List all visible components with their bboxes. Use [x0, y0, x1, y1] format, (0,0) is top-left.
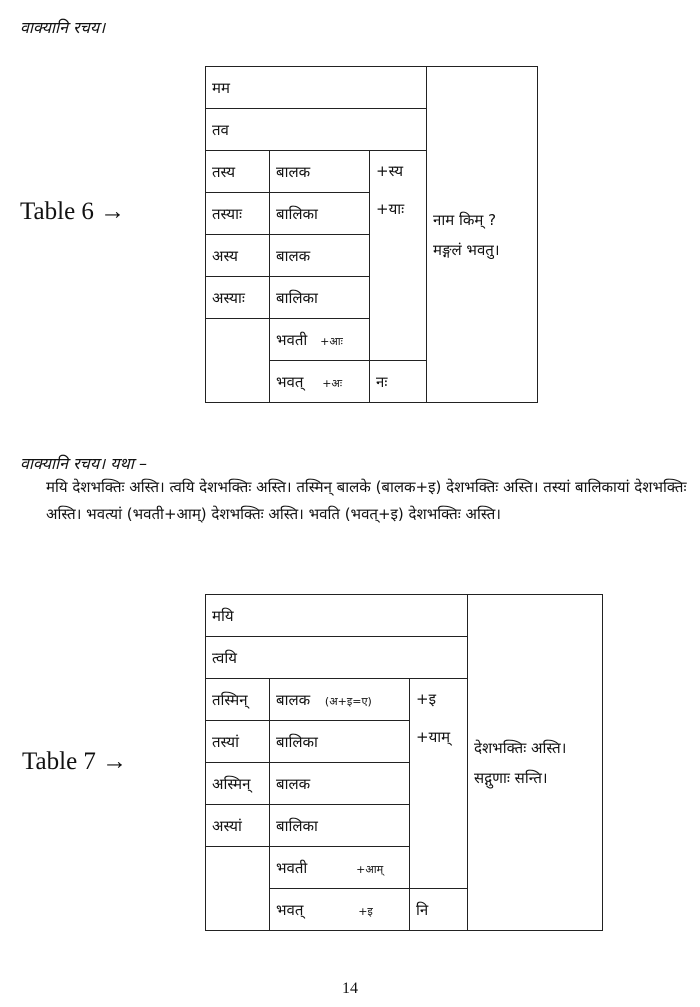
- table7-ending: +याम्: [416, 728, 451, 746]
- table7-empty-cell: [206, 847, 270, 931]
- table6-bhavat-cell: [270, 361, 370, 403]
- table7-noun-note: (अ+इ=ए): [324, 694, 372, 708]
- table7-noun: बालक: [270, 763, 410, 805]
- table7-bhavat: भवत्: [276, 900, 304, 919]
- table6-bhavati-suffix: +आः: [320, 334, 343, 348]
- table7-bhavat-cell: [270, 889, 410, 931]
- exercise-heading-2: वाक्यानि रचय। यथा –: [20, 454, 148, 473]
- table-6-label: Table 6 →: [20, 198, 126, 225]
- table6-bhavati-cell: [270, 319, 370, 361]
- table7-noun: बालिका: [270, 721, 410, 763]
- table6-right-line-1: नाम किम् ?: [433, 210, 497, 229]
- table6-noun: बालक: [270, 151, 370, 193]
- exercise-heading-1: वाक्यानि रचय।: [20, 18, 106, 37]
- table7-bhavat-suffix: +इ: [358, 904, 373, 918]
- table7-endings-cell: [410, 679, 468, 889]
- table6-bhavati: भवती: [276, 330, 308, 349]
- table7-right-line-2: सद्गुणाः सन्ति।: [474, 768, 548, 787]
- table6-right-cell: [427, 67, 538, 403]
- table7-noun-cell: [270, 679, 410, 721]
- table7-pronoun: अस्मिन्: [206, 763, 270, 805]
- table6-ending: +याः: [376, 200, 405, 218]
- table7-right-cell: [468, 595, 603, 931]
- table7-pronoun: तस्मिन्: [206, 679, 270, 721]
- table6-bhavat: भवत्: [276, 372, 304, 391]
- table6-row-tava: तव: [206, 109, 427, 151]
- table6-right-line-2: मङ्गलं भवतु।: [433, 240, 500, 259]
- table6-noun: बालिका: [270, 193, 370, 235]
- table6-noun: बालक: [270, 235, 370, 277]
- table-7-label: Table 7 →: [22, 748, 128, 775]
- table7-ending: +इ: [416, 690, 436, 708]
- table6-bhavat-suffix: +अः: [322, 376, 343, 390]
- table6-endings-cell: [370, 151, 427, 361]
- table7-row-mayi: मयि: [206, 595, 468, 637]
- table-6: [205, 66, 538, 403]
- table6-pronoun: अस्य: [206, 235, 270, 277]
- table6-bhavat-end: नः: [370, 361, 427, 403]
- table7-row-tvayi: त्वयि: [206, 637, 468, 679]
- table7-bhavati-suffix: +आम्: [356, 862, 384, 876]
- table-7: [205, 594, 603, 931]
- table6-pronoun: अस्याः: [206, 277, 270, 319]
- table6-pronoun: तस्याः: [206, 193, 270, 235]
- table7-bhavat-end: नि: [410, 889, 468, 931]
- table6-noun: बालिका: [270, 277, 370, 319]
- table6-ending: +स्य: [376, 162, 404, 180]
- table7-pronoun: तस्यां: [206, 721, 270, 763]
- page-number: 14: [342, 980, 358, 997]
- table7-bhavati-cell: [270, 847, 410, 889]
- table7-pronoun: अस्यां: [206, 805, 270, 847]
- table6-pronoun: तस्य: [206, 151, 270, 193]
- table6-row-mama: मम: [206, 67, 427, 109]
- table7-right-line-1: देशभक्तिः अस्ति।: [474, 738, 567, 757]
- table7-noun: बालक: [276, 690, 311, 709]
- example-paragraph: मयि देशभक्तिः अस्ति। त्वयि देशभक्तिः अस्ति। तस्मिन् बालके (बालक+इ) देशभक्तिः अस्ति। तस्यां बालिकायां देशभक्तिः अस्ति। भवत्यां (भवती+आम्) देशभक्तिः अस्ति। भवति (भवत्+इ) देशभक्तिः अस्ति।: [46, 478, 687, 523]
- table7-noun: बालिका: [270, 805, 410, 847]
- table6-empty-cell: [206, 319, 270, 403]
- table7-bhavati: भवती: [276, 858, 308, 877]
